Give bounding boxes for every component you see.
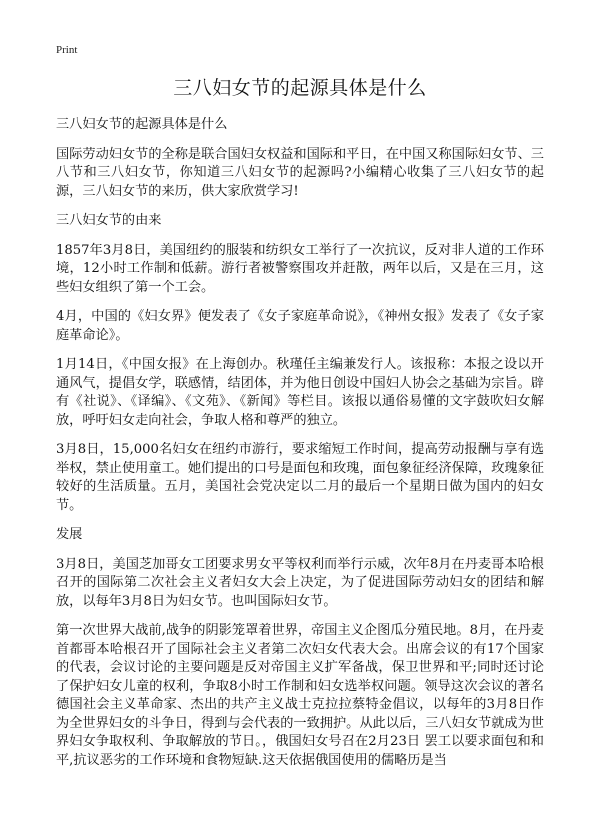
paragraph-1857: 1857年3月8日，美国纽约的服装和纺织女工举行了一次抗议，反对非人道的工作环境，12小时工作制和低薪。游行者被警察围攻并赶散，两年以后，又是在三月，这些妇女组织了第一个工会。	[56, 242, 544, 295]
intro-paragraph: 国际劳动妇女节的全称是联合国妇女权益和国际和平日，在中国又称国际妇女节、三八节和三八妇女节，你知道三八妇女节的起源吗?小编精心收集了三八妇女节的起源，三八妇女节的来历，供大家欣赏学习!	[56, 146, 544, 199]
section-heading-development: 发展	[56, 527, 83, 542]
paragraph-chicago: 3月8日，美国芝加哥女工团要求男女平等权利而举行示威，次年8月在丹麦哥本哈根召开的国际第二次社会主义者妇女大会上决定，为了促进国际劳动妇女的团结和解放，以每年3月8日为妇女节。也叫国际妇女节。	[56, 556, 544, 609]
document-subtitle: 三八妇女节的起源具体是什么	[56, 117, 228, 132]
section-heading-origin: 三八妇女节的由来	[56, 213, 162, 228]
document-title: 三八妇女节的起源具体是什么	[173, 77, 427, 99]
paragraph-wwi: 第一次世界大战前,战争的阴影笼罩着世界，帝国主义企图瓜分殖民地。8月，在丹麦首都哥本哈根召开了国际社会主义者第二次妇女代表大会。出席会议的有17个国家的代表，会议讨论的主要问题是反对帝国主义扩军备战，保卫世界和平;同时还讨论了保护妇女儿童的权利，争取8小时工作制和妇女选举权问题。领导这次会议的著名德国社会主义革命家、杰出的共产主义战士克拉拉蔡特金倡议，以每年的3月8日作为全世界妇女的斗争日，得到与会代表的一致拥护。从此以后，三八妇女节就成为世界妇女争取权利、争取解放的节日。，俄国妇女号召在2月23日 罢工以要求面包和和平,抗议恶劣的工作环境和食物短缺.这天依据俄国使用的儒略历是当	[56, 623, 544, 768]
print-label: Print	[56, 44, 78, 56]
paragraph-april: 4月，中国的《妇女界》便发表了《女子家庭革命说》，《神州女报》发表了《女子家庭革命论》。	[56, 309, 544, 343]
paragraph-january: 1月14日，《中国女报》在上海创办。秋瑾任主编兼发行人。该报称：本报之设以开通风气，提倡女学，联感情，结团体，并为他日创设中国妇人协会之基础为宗旨。辟有《社说》、《译编》、《文苑》、《新闻》等栏目。该报以通俗易懂的文字鼓吹妇女解放，呼吁妇女走向社会，争取人格和尊严的独立。	[56, 357, 544, 428]
paragraph-march-march: 3月8日，15,000名妇女在纽约市游行，要求缩短工作时间，提高劳动报酬与享有选举权，禁止使用童工。她们提出的口号是面包和玫瑰，面包象征经济保障，玫瑰象征较好的生活质量。五月，美国社会党决定以二月的最后一个星期日做为国内的妇女节。	[56, 442, 544, 513]
